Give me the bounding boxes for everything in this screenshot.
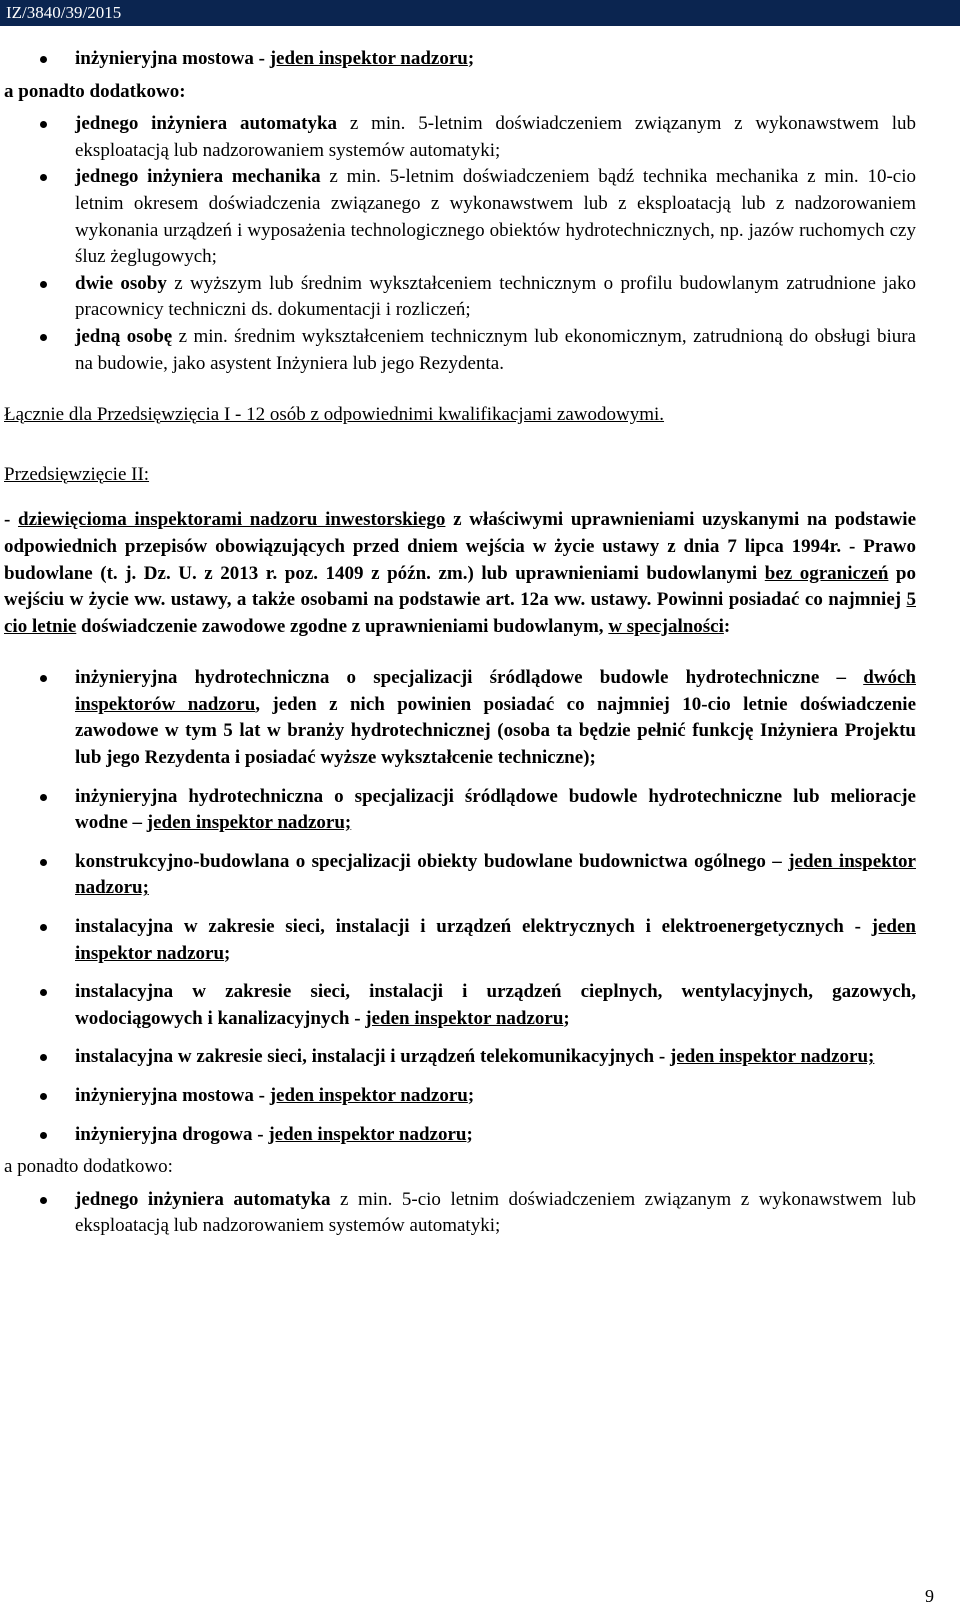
page-number: 9 <box>925 1586 934 1606</box>
section1-total: Łącznie dla Przedsięwzięcia I - 12 osób z odpowiednimi kwalifikacjami zawodowymi. <box>4 404 665 426</box>
list-item: jednego inżyniera automatyka z min. 5-cio letnim doświadczeniem związanym z wykonawstwem lub eksploatacją lub nadzorowaniem systemów automatyki; <box>4 1187 916 1240</box>
list-item: dwie osoby z wyższym lub średnim wykształceniem technicznym o profilu budowlanym zatrudnione jako pracownicy techniczni ds. dokumentacji i rozliczeń; <box>4 271 916 324</box>
document-id-header <box>0 0 960 26</box>
additionally-label: a ponadto dodatkowo: <box>4 80 186 102</box>
list-item: inżynieryjna mostowa - jeden inspektor nadzoru; <box>4 1083 916 1110</box>
additionally-label: a ponadto dodatkowo: <box>4 1156 173 1178</box>
list-item: jednego inżyniera mechanika z min. 5-letnim doświadczeniem bądź technika mechanika z min. 10-cio letnim okresem doświadczenia związanego z wykonawstwem lub z eksploatacją lub z nadzorowaniem wykonania urządzeń i wyposażenia technologicznego obiektów hydrotechnicznych, np. jazów ruchomych czy śluz żeglugowych; <box>4 164 916 270</box>
section2-extra-list <box>4 1187 916 1240</box>
section2-heading: Przedsięwzięcie II: <box>4 463 150 485</box>
document-page <box>4 40 916 1240</box>
document-id: IZ/3840/39/2015 <box>6 3 122 22</box>
section2-list <box>4 665 916 1148</box>
list-item: instalacyjna w zakresie sieci, instalacji i urządzeń telekomunikacyjnych - jeden inspektor nadzoru; <box>4 1044 916 1071</box>
list-item: inżynieryjna mostowa - jeden inspektor nadzoru; <box>4 46 916 73</box>
list-item: jednego inżyniera automatyka z min. 5-letnim doświadczeniem związanym z wykonawstwem lub eksploatacją lub nadzorowaniem systemów automatyki; <box>4 111 916 164</box>
section2-intro: - dziewięcioma inspektorami nadzoru inwestorskiego z właściwymi uprawnieniami uzyskanymi na podstawie odpowiednich przepisów obowiązujących przed dniem wejścia w życie ustawy z dnia 7 lipca 1994r. - Prawo budowlane (t. j. Dz. U. z 2013 r. poz. 1409 z późn. zm.) lub uprawnieniami budowlanymi bez ograniczeń po wejściu w życie ww. ustawy, a także osobami na podstawie art. 12a ww. ustawy. Powinni posiadać co najmniej 5 cio letnie doświadczenie zawodowe zgodne z uprawnieniami budowlanym, w specjalności: <box>4 509 917 637</box>
list-item: jedną osobę z min. średnim wykształceniem technicznym lub ekonomicznym, zatrudnioną do obsługi biura na budowie, jako asystent Inżyniera lub jego Rezydenta. <box>4 324 916 377</box>
section1-list <box>4 111 916 377</box>
list-item: inżynieryjna drogowa - jeden inspektor nadzoru; <box>4 1122 916 1149</box>
list-item: instalacyjna w zakresie sieci, instalacji i urządzeń cieplnych, wentylacyjnych, gazowych, wodociągowych i kanalizacyjnych - jeden inspektor nadzoru; <box>4 979 916 1032</box>
list-item: inżynieryjna hydrotechniczna o specjalizacji śródlądowe budowle hydrotechniczne – dwóch inspektorów nadzoru, jeden z nich powinien posiadać co najmniej 10-cio letnie doświadczenie zawodowe w tym 5 lat w branży hydrotechnicznej (osoba ta będzie pełnić funkcję Inżyniera Projektu lub jego Rezydenta i posiadać wyższe wykształcenie techniczne); <box>4 665 916 771</box>
section1-top-list <box>4 46 916 73</box>
list-item: instalacyjna w zakresie sieci, instalacji i urządzeń elektrycznych i elektroenergetycznych - jeden inspektor nadzoru; <box>4 914 916 967</box>
list-item: inżynieryjna hydrotechniczna o specjalizacji śródlądowe budowle hydrotechniczne lub melioracje wodne – jeden inspektor nadzoru; <box>4 784 916 837</box>
list-item: konstrukcyjno-budowlana o specjalizacji obiekty budowlane budownictwa ogólnego – jeden inspektor nadzoru; <box>4 849 916 902</box>
